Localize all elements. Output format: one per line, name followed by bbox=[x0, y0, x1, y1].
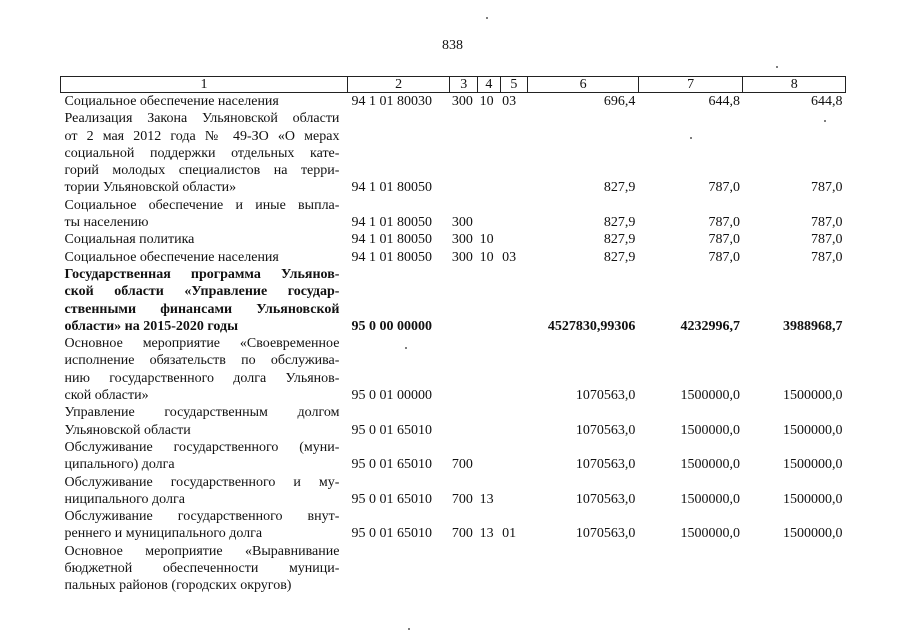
cell-code: 94 1 01 80050 bbox=[351, 215, 432, 231]
name-line: социальной поддержки отдельных кате- bbox=[64, 145, 340, 161]
scan-speck bbox=[486, 17, 488, 19]
table-row bbox=[61, 266, 846, 335]
table-row bbox=[61, 508, 846, 543]
cell-value-6: 827,9 bbox=[603, 232, 636, 248]
cell-code: 94 1 01 80050 bbox=[351, 249, 432, 265]
cell-value-8: 787,0 bbox=[811, 249, 843, 265]
header-col-1: 1 bbox=[61, 77, 348, 93]
cell-name bbox=[61, 439, 348, 474]
cell-code: 95 0 01 65010 bbox=[351, 422, 432, 438]
name-line: нию государственного долга Ульянов- bbox=[64, 370, 340, 386]
cell-c5 bbox=[500, 110, 528, 196]
table-row bbox=[61, 197, 846, 232]
cell-code: 95 0 01 65010 bbox=[351, 526, 432, 542]
cell-c3: 300 bbox=[451, 94, 473, 109]
cell-c3 bbox=[450, 110, 478, 196]
cell-c4 bbox=[478, 543, 501, 595]
header-col-2: 2 bbox=[347, 77, 449, 93]
cell-c3: 700 bbox=[451, 457, 473, 473]
name-line: Реализация Закона Ульяновской области bbox=[64, 111, 340, 127]
name-line: ственными финансами Ульяновской bbox=[64, 301, 340, 317]
cell-value-8: 787,0 bbox=[811, 215, 843, 231]
header-col-8: 8 bbox=[743, 77, 846, 93]
name-line: области» на 2015-2020 годы bbox=[64, 318, 239, 334]
cell-name bbox=[61, 543, 348, 595]
name-line: горий молодых специалистов на терри- bbox=[64, 163, 340, 179]
cell-value-6: 696,4 bbox=[603, 94, 636, 109]
cell-value-8: 1500000,0 bbox=[783, 388, 843, 404]
name-line: Государственная программа Ульянов- bbox=[64, 266, 340, 282]
cell-c3 bbox=[450, 335, 478, 404]
cell-code bbox=[347, 543, 449, 595]
cell-name bbox=[61, 474, 348, 509]
cell-c3 bbox=[450, 404, 478, 439]
cell-c3: 300 bbox=[451, 249, 473, 265]
cell-value-7: 787,0 bbox=[708, 180, 740, 196]
header-col-6: 6 bbox=[528, 77, 639, 93]
cell-value-8: 1500000,0 bbox=[783, 457, 843, 473]
cell-value-7 bbox=[638, 543, 743, 595]
cell-c4: 10 bbox=[479, 249, 494, 265]
cell-c5 bbox=[500, 197, 528, 232]
name-line: ты населению bbox=[64, 215, 149, 231]
cell-c5 bbox=[500, 404, 528, 439]
cell-c3: 700 bbox=[451, 491, 473, 507]
cell-name bbox=[61, 335, 348, 404]
name-line: исполнение обязательств по обслужива- bbox=[64, 353, 340, 369]
cell-c3: 700 bbox=[451, 526, 473, 542]
name-line: пальных районов (городских округов) bbox=[64, 578, 292, 594]
name-line: тории Ульяновской области» bbox=[64, 180, 237, 196]
cell-c3 bbox=[450, 266, 478, 335]
cell-value-6: 1070563,0 bbox=[575, 422, 636, 438]
cell-c4: 13 bbox=[479, 526, 494, 542]
cell-name bbox=[61, 197, 348, 232]
cell-c3: 300 bbox=[451, 232, 473, 248]
table-row bbox=[61, 335, 846, 404]
cell-value-7: 4232996,7 bbox=[680, 318, 740, 334]
table-row bbox=[61, 110, 846, 196]
cell-c3 bbox=[450, 543, 478, 595]
cell-code: 94 1 01 80050 bbox=[351, 180, 432, 196]
name-line: Основное мероприятие «Выравнивание bbox=[64, 543, 340, 559]
cell-value-8: 1500000,0 bbox=[783, 526, 843, 542]
name-line: Социальное обеспечение населения bbox=[64, 94, 279, 109]
cell-value-6: 827,9 bbox=[603, 180, 636, 196]
name-line: Обслуживание государственного (муни- bbox=[64, 439, 340, 455]
table-row bbox=[61, 439, 846, 474]
name-line: Обслуживание государственного внут- bbox=[64, 509, 340, 525]
cell-value-7: 1500000,0 bbox=[680, 422, 740, 438]
cell-value-8: 3988968,7 bbox=[783, 318, 843, 334]
cell-c5 bbox=[500, 335, 528, 404]
cell-name bbox=[61, 93, 348, 111]
header-col-4: 4 bbox=[478, 77, 501, 93]
cell-value-7: 1500000,0 bbox=[680, 526, 740, 542]
cell-name bbox=[61, 231, 348, 248]
cell-c4 bbox=[478, 335, 501, 404]
cell-name bbox=[61, 508, 348, 543]
scan-speck bbox=[776, 66, 778, 68]
cell-value-7: 787,0 bbox=[708, 215, 740, 231]
cell-code: 94 1 01 80050 bbox=[351, 232, 432, 248]
cell-value-7: 644,8 bbox=[708, 94, 740, 109]
cell-c5 bbox=[500, 266, 528, 335]
table-row bbox=[61, 231, 846, 248]
cell-code: 94 1 01 80030 bbox=[351, 94, 432, 109]
name-line: ской области «Управление государ- bbox=[64, 284, 340, 300]
scan-speck bbox=[824, 120, 826, 122]
cell-code: 95 0 00 00000 bbox=[351, 318, 432, 334]
scan-speck bbox=[408, 628, 410, 630]
cell-value-7: 787,0 bbox=[708, 249, 740, 265]
cell-value-8: 1500000,0 bbox=[783, 491, 843, 507]
cell-value-6: 1070563,0 bbox=[575, 526, 636, 542]
table-row bbox=[61, 249, 846, 266]
cell-value-7: 1500000,0 bbox=[680, 388, 740, 404]
scan-speck bbox=[690, 137, 692, 139]
scan-speck bbox=[405, 347, 407, 349]
cell-c5 bbox=[500, 439, 528, 474]
cell-c4 bbox=[478, 110, 501, 196]
cell-value-6: 827,9 bbox=[603, 249, 636, 265]
cell-value-8: 644,8 bbox=[811, 94, 843, 109]
cell-value-7: 1500000,0 bbox=[680, 457, 740, 473]
table-row bbox=[61, 474, 846, 509]
header-col-5: 5 bbox=[500, 77, 528, 93]
cell-code: 95 0 01 65010 bbox=[351, 457, 432, 473]
name-line: ниципального долга bbox=[64, 491, 185, 507]
cell-name bbox=[61, 404, 348, 439]
cell-value-8: 787,0 bbox=[811, 180, 843, 196]
header-col-7: 7 bbox=[638, 77, 743, 93]
cell-code: 95 0 01 00000 bbox=[351, 388, 432, 404]
name-line: Управление государственным долгом bbox=[64, 405, 340, 421]
name-line: от 2 мая 2012 года № 49-ЗО «О мерах bbox=[64, 128, 340, 144]
page-number: 838 bbox=[442, 38, 463, 53]
cell-c4 bbox=[478, 266, 501, 335]
cell-c5 bbox=[500, 474, 528, 509]
cell-c4 bbox=[478, 197, 501, 232]
cell-c4: 10 bbox=[479, 94, 494, 109]
name-line: бюджетной обеспеченности муници- bbox=[64, 561, 340, 577]
cell-c5: 03 bbox=[502, 249, 517, 265]
name-line: Ульяновской области bbox=[64, 422, 191, 438]
cell-name bbox=[61, 266, 348, 335]
cell-c4: 13 bbox=[479, 491, 494, 507]
cell-c4 bbox=[478, 404, 501, 439]
name-line: ской области» bbox=[64, 388, 149, 404]
name-line: ципального) долга bbox=[64, 457, 175, 473]
table-header bbox=[61, 77, 846, 93]
cell-code: 95 0 01 65010 bbox=[351, 491, 432, 507]
budget-table bbox=[60, 76, 846, 595]
cell-name bbox=[61, 249, 348, 266]
name-line: Основное мероприятие «Своевременное bbox=[64, 336, 340, 352]
cell-value-6: 1070563,0 bbox=[575, 457, 636, 473]
cell-c3: 300 bbox=[451, 215, 473, 231]
cell-value-6 bbox=[528, 543, 639, 595]
name-line: Социальная политика bbox=[64, 232, 195, 248]
cell-value-8: 1500000,0 bbox=[783, 422, 843, 438]
cell-value-8 bbox=[743, 543, 846, 595]
table-body bbox=[61, 93, 846, 595]
cell-c4: 10 bbox=[479, 232, 494, 248]
name-line: Обслуживание государственного и му- bbox=[64, 474, 340, 490]
cell-c5: 03 bbox=[502, 94, 517, 109]
cell-value-7: 1500000,0 bbox=[680, 491, 740, 507]
table-row bbox=[61, 93, 846, 111]
name-line: реннего и муниципального долга bbox=[64, 526, 263, 542]
cell-value-8: 787,0 bbox=[811, 232, 843, 248]
table-row bbox=[61, 543, 846, 595]
cell-c4 bbox=[478, 439, 501, 474]
cell-value-6: 827,9 bbox=[603, 215, 636, 231]
cell-value-6: 4527830,99306 bbox=[547, 318, 636, 334]
cell-c5: 01 bbox=[502, 526, 517, 542]
cell-name bbox=[61, 110, 348, 196]
name-line: Социальное обеспечение населения bbox=[64, 249, 279, 265]
name-line: Социальное обеспечение и иные выпла- bbox=[64, 197, 340, 213]
cell-value-6: 1070563,0 bbox=[575, 388, 636, 404]
cell-value-6: 1070563,0 bbox=[575, 491, 636, 507]
table-row bbox=[61, 404, 846, 439]
cell-value-7: 787,0 bbox=[708, 232, 740, 248]
cell-c5 bbox=[500, 231, 528, 248]
header-col-3: 3 bbox=[450, 77, 478, 93]
cell-c5 bbox=[500, 543, 528, 595]
